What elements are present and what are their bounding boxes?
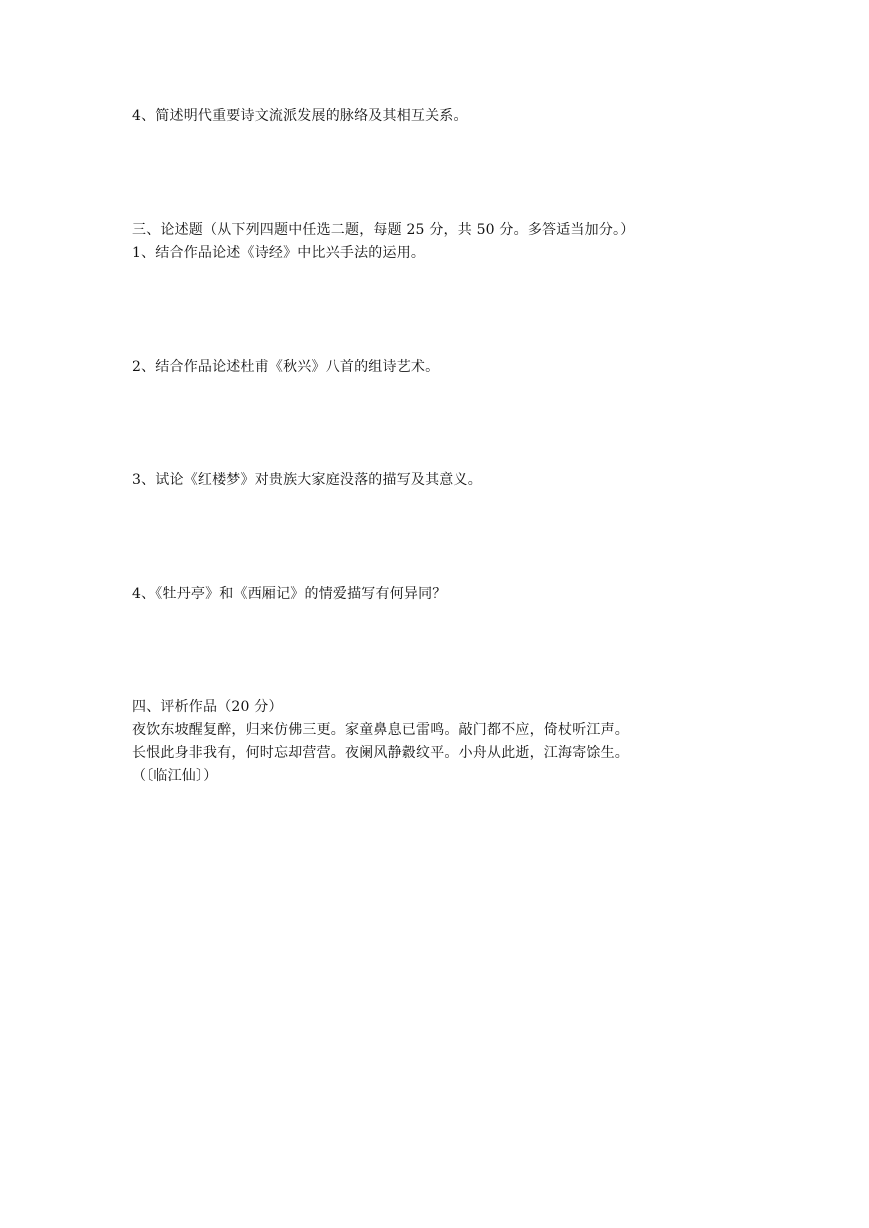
poem-line-1: 夜饮东坡醒复醉，归来仿佛三更。家童鼻息已雷鸣。敲门都不应，倚杖听江声。	[132, 722, 629, 738]
section-3-heading: 三、论述题（从下列四题中任选二题，每题 25 分，共 50 分。多答适当加分。）	[132, 222, 635, 238]
question-2-4: 4、简述明代重要诗文流派发展的脉络及其相互关系。	[132, 108, 468, 124]
question-3-2: 2、结合作品论述杜甫《秋兴》八首的组诗艺术。	[132, 359, 440, 375]
question-3-3: 3、试论《红楼梦》对贵族大家庭没落的描写及其意义。	[132, 472, 482, 488]
question-3-4: 4、《牡丹亭》和《西厢记》的情爱描写有何异同？	[132, 586, 447, 602]
question-3-1: 1、结合作品论述《诗经》中比兴手法的运用。	[132, 245, 426, 261]
poem-line-2: 长恨此身非我有，何时忘却营营。夜阑风静縠纹平。小舟从此逝，江海寄馀生。	[132, 745, 629, 761]
poem-source: （〔临江仙〕）	[132, 768, 218, 784]
section-4-heading: 四、评析作品（20 分）	[132, 699, 283, 715]
